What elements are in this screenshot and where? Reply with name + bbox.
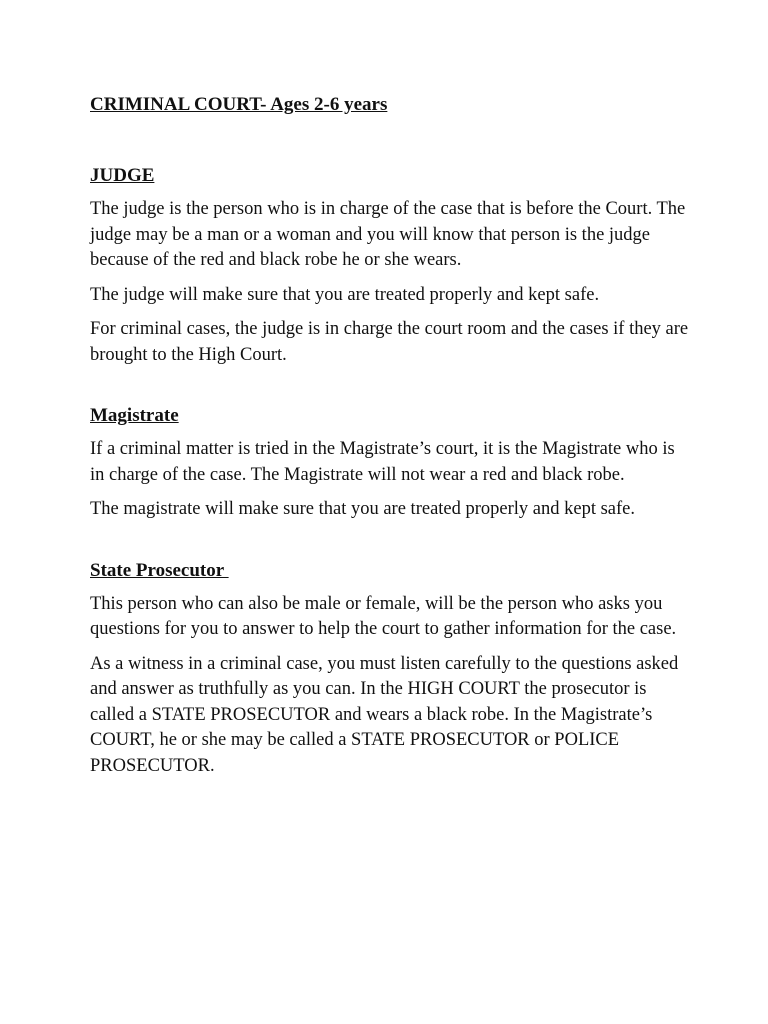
section-state-prosecutor bbox=[90, 558, 690, 780]
section-heading-magistrate: Magistrate bbox=[90, 405, 179, 426]
paragraph: This person who can also be male or female, will be the person who asks you questions for you to answer to help the court to gather information for the case. bbox=[90, 593, 677, 639]
paragraph: The judge is the person who is in charge of the case that is before the Court. The judge may be a man or a woman and you will know that person is the judge because of the red and black robe he or she wears. bbox=[90, 199, 686, 270]
section-heading-state-prosecutor: State Prosecutor bbox=[90, 559, 229, 581]
document-body bbox=[90, 92, 690, 788]
section-judge bbox=[90, 163, 690, 368]
paragraph: As a witness in a criminal case, you must listen carefully to the questions asked and answer as truthfully as you can. In the HIGH COURT the prosecutor is called a STATE PROSECUTOR and wears a black robe. In the Magistrate’s COURT, he or she may be called a STATE PROSECUTOR or POLICE PROSECUTOR. bbox=[90, 653, 679, 776]
section-magistrate bbox=[90, 403, 690, 523]
paragraph: For criminal cases, the judge is in charge the court room and the cases if they are brought to the High Court. bbox=[90, 319, 689, 365]
paragraph: The judge will make sure that you are treated properly and kept safe. bbox=[90, 284, 600, 305]
paragraph: The magistrate will make sure that you are treated properly and kept safe. bbox=[90, 499, 636, 519]
section-heading-judge: JUDGE bbox=[90, 165, 155, 186]
document-title: CRIMINAL COURT- Ages 2-6 years bbox=[90, 94, 388, 115]
paragraph: If a criminal matter is tried in the Magistrate’s court, it is the Magistrate who is in charge of the case. The Magistrate will not wear a red and black robe. bbox=[90, 439, 675, 485]
